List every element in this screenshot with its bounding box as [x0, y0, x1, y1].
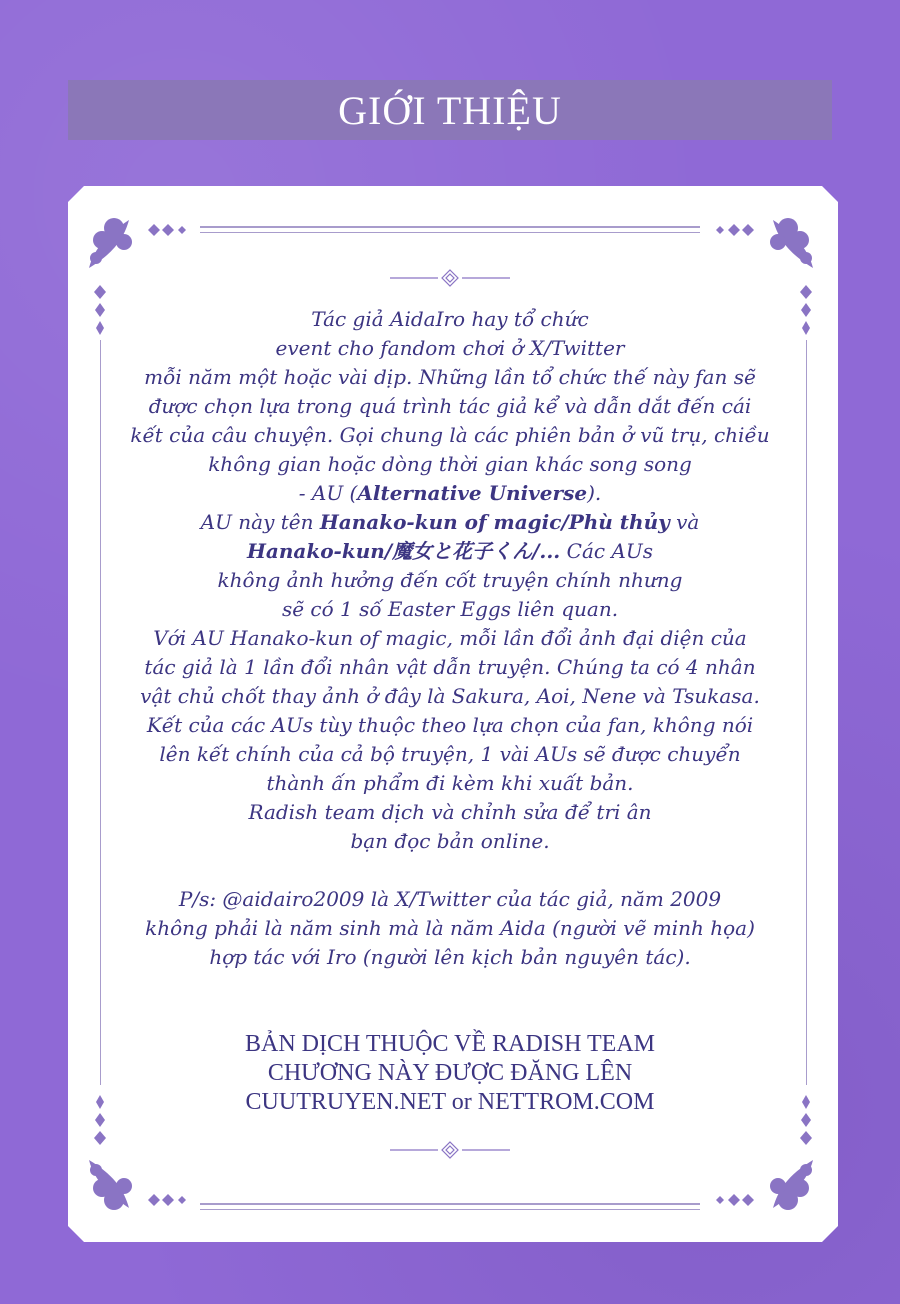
intro-line: Radish team dịch và chỉnh sửa để tri ân — [248, 800, 652, 824]
diamond-dots-icon — [148, 1194, 188, 1206]
intro-line: Với AU Hanako-kun of magic, mỗi lần đổi ảnh đại diện của — [153, 626, 747, 650]
ps-line: P/s: @aidairo2009 là X/Twitter của tác giả, năm 2009 — [178, 887, 722, 911]
intro-line: Tác giả AidaIro hay tổ chức — [311, 307, 589, 331]
page-title: GIỚI THIỆU — [338, 87, 562, 133]
ps-line: không phải là năm sinh mà là năm Aida (người vẽ minh họa) — [145, 916, 755, 940]
intro-line: sẽ có 1 số Easter Eggs liên quan. — [281, 597, 619, 621]
flower-ornament-icon-bottom-left — [84, 1150, 144, 1220]
intro-line: - AU (Alternative Universe). — [298, 481, 602, 505]
intro-line: lên kết chính của cả bộ truyện, 1 vài AUs sẽ được chuyển — [159, 742, 741, 766]
intro-line: kết của câu chuyện. Gọi chung là các phiên bản ở vũ trụ, chiều — [130, 423, 770, 447]
diamond-dots-icon — [148, 224, 188, 236]
intro-line: event cho fandom chơi ở X/Twitter — [275, 336, 625, 360]
intro-line: không ảnh hưởng đến cốt truyện chính nhưng — [217, 568, 683, 592]
flower-ornament-icon-top-left — [84, 208, 144, 278]
intro-line: vật chủ chốt thay ảnh ở đây là Sakura, Aoi, Nene và Tsukasa. — [140, 684, 760, 708]
intro-line: được chọn lựa trong quá trình tác giả kể và dẫn dắt đến cái — [148, 394, 752, 418]
flower-ornament-icon-top-right — [758, 208, 818, 278]
credits-line: CHƯƠNG NÀY ĐƯỢC ĐĂNG LÊN — [267, 1060, 633, 1086]
divider-knot-icon — [390, 1140, 510, 1160]
intro-line: tác giả là 1 lần đổi nhân vật dẫn truyện. Chúng ta có 4 nhân — [144, 655, 756, 679]
frame-bottom-line — [200, 1203, 700, 1205]
credits-line: BẢN DỊCH THUỘC VỀ RADISH TEAM — [244, 1031, 656, 1057]
divider-knot-icon — [390, 268, 510, 288]
credits-block — [90, 1030, 810, 1117]
intro-line: mỗi năm một hoặc vài dịp. Những lần tổ chức thế này fan sẽ — [144, 365, 756, 389]
credits-line: CUUTRUYEN.NET or NETTROM.COM — [245, 1089, 655, 1115]
intro-line: bạn đọc bản online. — [350, 829, 550, 853]
ps-line: hợp tác với Iro (người lên kịch bản nguyên tác). — [209, 945, 691, 969]
intro-line: AU này tên Hanako-kun of magic/Phù thủy và — [200, 510, 700, 534]
frame-top-line-2 — [200, 232, 700, 233]
intro-text — [90, 305, 810, 972]
flower-ornament-icon-bottom-right — [758, 1150, 818, 1220]
frame-top-line — [200, 226, 700, 228]
intro-line: không gian hoặc dòng thời gian khác song song — [208, 452, 692, 476]
diamond-dots-icon — [714, 1194, 754, 1206]
frame-bottom-line-2 — [200, 1209, 700, 1210]
diamond-dots-icon — [714, 224, 754, 236]
title-banner — [68, 80, 832, 140]
intro-line: Kết của các AUs tùy thuộc theo lựa chọn của fan, không nói — [146, 713, 754, 737]
intro-line: thành ấn phẩm đi kèm khi xuất bản. — [266, 771, 634, 795]
intro-line: Hanako-kun/魔女と花子くん/... Các AUs — [246, 539, 653, 563]
